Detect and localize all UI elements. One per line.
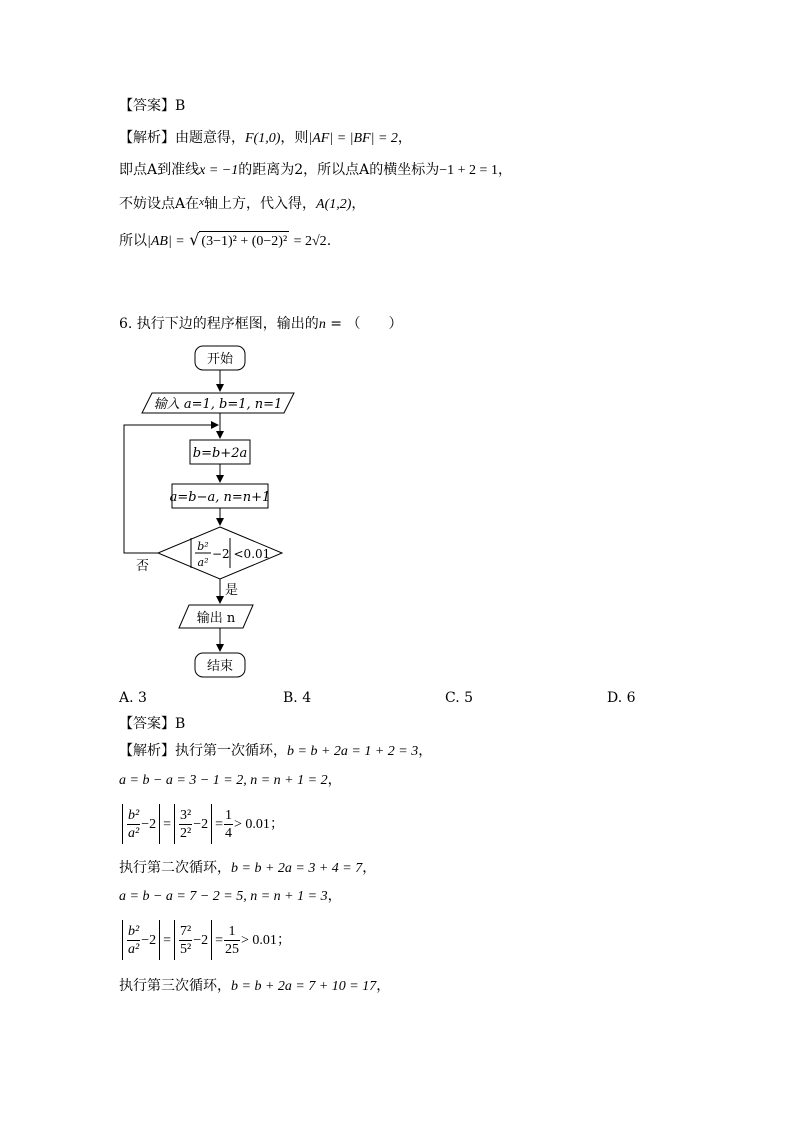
numerator: 7² bbox=[180, 923, 192, 939]
fraction bbox=[224, 923, 240, 958]
fraction bbox=[179, 807, 192, 842]
punct: ， bbox=[351, 196, 366, 212]
denominator: 2² bbox=[180, 825, 192, 841]
abscissa-calc: −1 + 2 = 1 bbox=[439, 163, 498, 178]
punct: ， bbox=[327, 888, 342, 904]
ab-result: = 2√2 bbox=[293, 234, 327, 249]
flow-start-box bbox=[195, 346, 245, 370]
flow-decision bbox=[158, 527, 282, 579]
denominator: a² bbox=[128, 941, 140, 957]
punct: ， bbox=[418, 743, 433, 759]
numerator: 1 bbox=[225, 807, 233, 823]
option-d: D. 6 bbox=[607, 690, 636, 706]
flow-yes-label: 是 bbox=[225, 583, 239, 598]
fraction bbox=[127, 923, 140, 958]
calc: b = b + 2a = 1 + 2 = 3 bbox=[287, 744, 419, 759]
numerator: 3² bbox=[180, 807, 192, 823]
q6-analysis-line-6 bbox=[119, 918, 291, 963]
abs-bar bbox=[211, 920, 212, 960]
q6-analysis-line-4 bbox=[119, 858, 376, 879]
abs-bar bbox=[211, 804, 212, 844]
punct: ， bbox=[397, 130, 412, 146]
q6-analysis-line-3 bbox=[119, 802, 284, 847]
calc: a = b − a = 3 − 1 = 2, n = n + 1 = 2 bbox=[119, 773, 328, 788]
punct: ， bbox=[497, 162, 512, 178]
flow-cond-b2: b² bbox=[197, 540, 209, 553]
denominator: 5² bbox=[180, 941, 192, 957]
option-b: B. 4 bbox=[283, 690, 312, 706]
flow-step1-box bbox=[190, 440, 250, 464]
stem-var-n: n bbox=[318, 317, 326, 332]
answer-value: B bbox=[175, 98, 186, 114]
q5-analysis-line-4 bbox=[119, 230, 331, 252]
q6-analysis-line-5 bbox=[119, 886, 342, 907]
analysis-text: 不妨设点A在 bbox=[119, 196, 200, 212]
flow-start-text: 开始 bbox=[206, 352, 234, 367]
radicand: (3−1)² + (0−2)² bbox=[199, 231, 289, 252]
abs-bar bbox=[122, 804, 123, 844]
analysis-text: 执行第三次循环， bbox=[119, 978, 231, 994]
q5-analysis-line-1 bbox=[119, 128, 412, 149]
analysis-tag: 【解析】 bbox=[119, 130, 175, 146]
numerator: b² bbox=[128, 923, 140, 939]
analysis-text: 所以 bbox=[119, 233, 147, 249]
punct: ； bbox=[276, 932, 291, 948]
calc: a = b − a = 7 − 2 = 5, n = n + 1 = 3 bbox=[119, 889, 328, 904]
flow-output-text: 输出 n bbox=[196, 611, 236, 626]
stem-text: 6. 执行下边的程序框图，输出的 bbox=[119, 316, 319, 332]
analysis-text: 即点A到准线 bbox=[119, 162, 200, 178]
punct: . bbox=[326, 233, 332, 249]
flow-output-box bbox=[179, 605, 253, 628]
directrix: x = −1 bbox=[199, 163, 239, 178]
punct: ， bbox=[327, 772, 342, 788]
abs-bar bbox=[174, 804, 175, 844]
numerator: b² bbox=[128, 807, 140, 823]
q6-analysis-line-7 bbox=[119, 976, 390, 997]
answer-tag: 【答案】 bbox=[119, 98, 175, 114]
analysis-text: 的距离为2，所以点A的横坐标为 bbox=[238, 162, 440, 178]
fraction bbox=[179, 923, 192, 958]
fraction bbox=[127, 807, 140, 842]
analysis-text: 执行第一次循环， bbox=[175, 743, 287, 759]
minus-two: −2 bbox=[193, 933, 209, 948]
abs-bar bbox=[122, 920, 123, 960]
flow-step2-box bbox=[172, 484, 268, 508]
answer-value: B bbox=[175, 716, 186, 732]
q5-answer-line bbox=[119, 96, 185, 116]
ab-abs: |AB| = bbox=[147, 234, 185, 249]
comparison: > 0.01 bbox=[234, 817, 270, 832]
sqrt-sign: √ bbox=[189, 230, 200, 249]
flow-cond-rest: −2 <0.01 bbox=[212, 547, 271, 561]
q6-stem bbox=[119, 314, 402, 335]
minus-two: −2 bbox=[141, 933, 157, 948]
punct: ， bbox=[376, 978, 391, 994]
fraction bbox=[224, 807, 233, 842]
denominator: a² bbox=[128, 825, 140, 841]
abs-bar bbox=[159, 920, 160, 960]
punct: ； bbox=[269, 816, 284, 832]
flow-input-box bbox=[142, 393, 294, 413]
flow-end-text: 结束 bbox=[206, 659, 234, 674]
calc: b = b + 2a = 3 + 4 = 7 bbox=[231, 861, 363, 876]
flow-input-text: 输入 a=1, b=1, n=1 bbox=[153, 397, 283, 412]
equals: = bbox=[215, 817, 224, 832]
flow-step2-text: a=b−a, n=n+1 bbox=[169, 490, 271, 505]
q6-analysis-line-2 bbox=[119, 770, 342, 791]
analysis-text: 轴上方，代入得， bbox=[204, 196, 317, 212]
q6-analysis-line-1 bbox=[119, 741, 432, 762]
flow-no-label: 否 bbox=[136, 559, 150, 574]
stem-text: = （ ） bbox=[325, 316, 403, 332]
abs-bar bbox=[174, 920, 175, 960]
equals: = bbox=[215, 933, 224, 948]
focus-point: F(1,0) bbox=[245, 131, 281, 146]
abs-bar bbox=[159, 804, 160, 844]
flow-end-box bbox=[195, 653, 245, 677]
analysis-text: ，则 bbox=[280, 130, 309, 146]
q5-analysis-line-2 bbox=[119, 160, 512, 181]
calc: b = b + 2a = 7 + 10 = 17 bbox=[231, 979, 377, 994]
point-a: A(1,2) bbox=[316, 197, 352, 212]
denominator: 25 bbox=[225, 941, 240, 957]
minus-two: −2 bbox=[141, 817, 157, 832]
analysis-text: 由题意得， bbox=[175, 130, 245, 146]
equals: = bbox=[163, 933, 172, 948]
option-a: A. 3 bbox=[119, 690, 147, 706]
denominator: 4 bbox=[225, 825, 233, 841]
minus-two: −2 bbox=[193, 817, 209, 832]
q5-analysis-line-3 bbox=[119, 192, 365, 215]
numerator: 1 bbox=[228, 923, 236, 939]
analysis-tag: 【解析】 bbox=[119, 743, 175, 759]
equals: = bbox=[163, 817, 172, 832]
distance-equation: |AF| = |BF| = 2 bbox=[308, 131, 398, 146]
comparison: > 0.01 bbox=[241, 933, 277, 948]
flow-cond-a2: a² bbox=[197, 556, 209, 569]
flow-step1-text: b=b+2a bbox=[192, 446, 248, 461]
punct: ， bbox=[362, 860, 377, 876]
flow-loop-line bbox=[124, 425, 218, 553]
x-axis-var: x bbox=[199, 196, 205, 208]
analysis-text: 执行第二次循环， bbox=[119, 860, 231, 876]
answer-tag: 【答案】 bbox=[119, 716, 175, 732]
q6-answer-line bbox=[119, 714, 185, 734]
option-c: C. 5 bbox=[445, 690, 474, 706]
